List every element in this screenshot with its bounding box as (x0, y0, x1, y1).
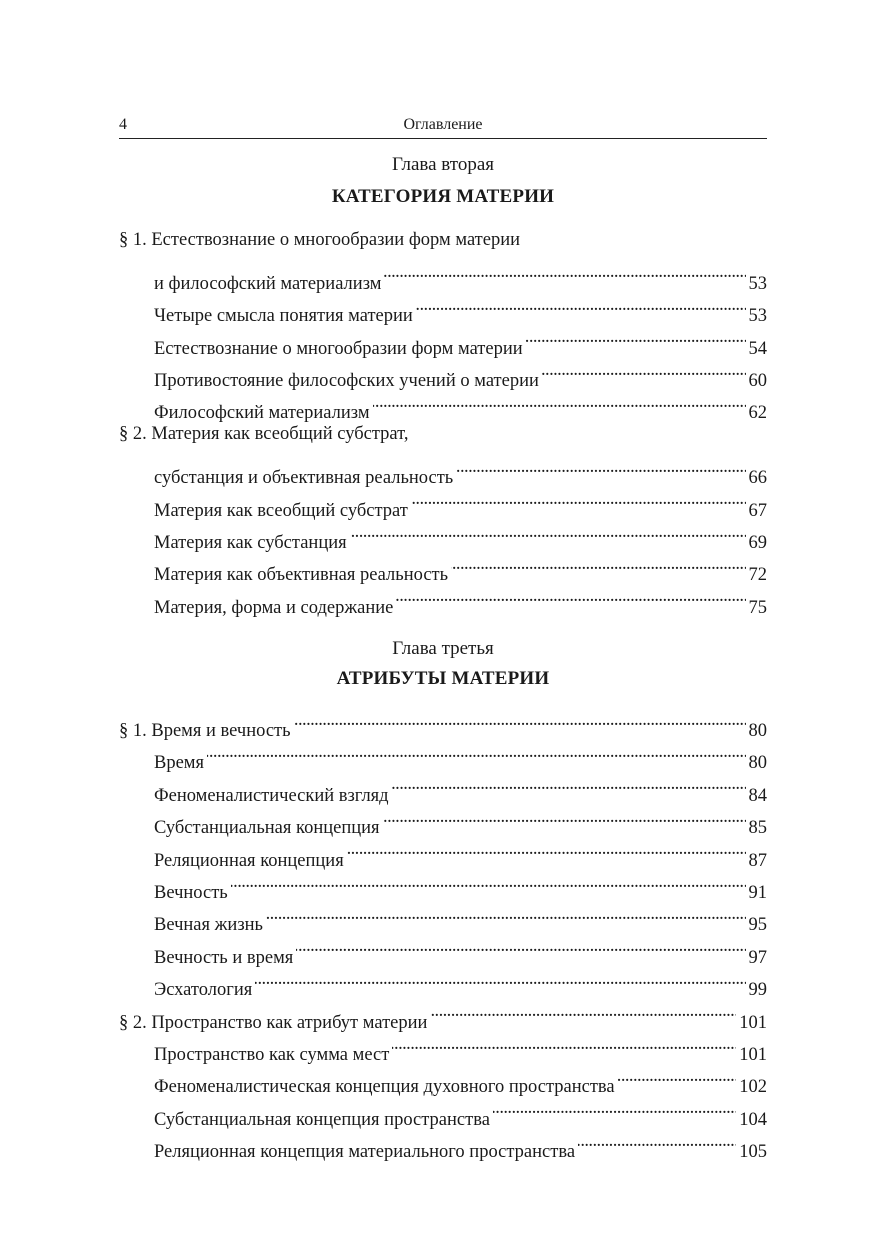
toc-entry-page: 97 (748, 947, 767, 968)
toc-entry-page: 69 (748, 532, 767, 553)
toc-entry-page: 80 (748, 753, 767, 774)
toc-entry-page: 66 (748, 468, 767, 489)
chapter-title: АТРИБУТЫ МАТЕРИИ (336, 667, 550, 689)
toc-entry-page: 91 (748, 883, 767, 904)
chapter-title: КАТЕГОРИЯ МАТЕРИИ (331, 186, 555, 207)
toc-entry-title: субстанция и объективная реальность (154, 468, 454, 489)
toc-entry-page: 67 (748, 500, 767, 521)
toc-entry-title: Время (154, 753, 205, 774)
leader-dots (347, 833, 746, 865)
toc-list (119, 224, 767, 618)
toc-list (119, 704, 767, 1163)
toc-entry-title: Субстанциальная концепция (154, 818, 380, 839)
leader-dots (416, 289, 746, 321)
leader-dots (430, 995, 736, 1027)
running-title: Оглавление (403, 116, 483, 133)
leader-dots (578, 1125, 736, 1157)
leader-dots (207, 736, 745, 768)
toc-entry[interactable] (119, 256, 767, 294)
toc-entry-title: Реляционная концепция материального пространства (154, 1142, 576, 1163)
toc-entry-title: и философский материализм (154, 273, 382, 294)
chapter-label: Глава вторая (391, 154, 495, 175)
toc-entry[interactable] (119, 736, 767, 774)
toc-entry-page: 62 (748, 403, 767, 424)
leader-dots (493, 1092, 736, 1124)
chapter-2 (119, 153, 767, 618)
toc-entry-page: 85 (748, 818, 767, 839)
leader-dots (350, 516, 746, 548)
toc-entry-title: § 1. Время и вечность (119, 721, 291, 742)
toc-entry-title: Философский материализм (154, 403, 370, 424)
leader-dots (451, 548, 745, 580)
running-head (119, 114, 767, 139)
leader-dots (373, 386, 746, 418)
toc-entry-page: 104 (739, 1109, 767, 1130)
toc-entry-page: 105 (739, 1142, 767, 1163)
toc-entry-page: 60 (748, 370, 767, 391)
toc-entry-section[interactable] (119, 418, 767, 450)
leader-dots (255, 963, 745, 995)
toc-entry-title: § 2. Пространство как атрибут материи (119, 1012, 428, 1033)
toc-entry-title: Естествознание о многообразии форм материи (154, 338, 523, 359)
toc-entry-title: Вечная жизнь (154, 915, 263, 936)
toc-entry-title: Материя, форма и содержание (154, 597, 394, 618)
leader-dots (526, 321, 746, 353)
leader-dots (392, 768, 746, 800)
toc-entry-title: Противостояние философских учений о материи (154, 370, 539, 391)
toc-entry-title: Пространство как сумма мест (154, 1044, 390, 1065)
toc-entry-section[interactable] (119, 704, 767, 742)
toc-entry-page: 95 (748, 915, 767, 936)
toc-entry-title: Феноменалистический взгляд (154, 785, 389, 806)
toc-entry-title: § 2. Материя как всеобщий субстрат, (119, 424, 409, 445)
toc-entry-section[interactable] (119, 224, 767, 256)
chapter-3 (119, 637, 767, 1163)
chapter-label: Глава третья (392, 637, 494, 659)
toc-entry-title: Материя как субстанция (154, 532, 347, 553)
toc-entry-title: Вечность и время (154, 947, 294, 968)
toc-entry-title: § 1. Естествознание о многообразии форм материи (119, 230, 521, 250)
toc-entry-page: 102 (739, 1077, 767, 1098)
leader-dots (392, 1028, 736, 1060)
toc-entry-title: Эсхатология (154, 980, 253, 1001)
toc-entry-page: 53 (748, 306, 767, 327)
leader-dots (384, 256, 745, 288)
leader-dots (383, 801, 746, 833)
page-number: 4 (119, 116, 127, 133)
toc-entry-page: 72 (748, 565, 767, 586)
toc-entry-title: Вечность (154, 883, 228, 904)
toc-entry-title: Материя как всеобщий субстрат (154, 500, 408, 521)
leader-dots (618, 1060, 737, 1092)
toc-entry-page: 101 (739, 1012, 767, 1033)
toc-entry-title: Субстанциальная концепция пространства (154, 1109, 490, 1130)
leader-dots (542, 354, 746, 386)
toc-entry-page: 53 (748, 273, 767, 294)
leader-dots (294, 704, 746, 736)
toc-page (119, 114, 767, 1163)
toc-entry-title: Материя как объективная реальность (154, 565, 449, 586)
leader-dots (266, 898, 746, 930)
leader-dots (411, 483, 746, 515)
toc-entry-page: 54 (748, 338, 767, 359)
leader-dots (296, 930, 745, 962)
leader-dots (456, 451, 745, 483)
toc-entry[interactable] (119, 768, 767, 806)
toc-entry-page: 80 (748, 721, 767, 742)
leader-dots (231, 866, 746, 898)
toc-entry-page: 75 (748, 597, 767, 618)
toc-entry-title: Реляционная концепция (154, 850, 344, 871)
toc-entry-page: 87 (748, 850, 767, 871)
leader-dots (396, 580, 745, 612)
toc-entry[interactable] (119, 451, 767, 489)
toc-entry-page: 84 (748, 785, 767, 806)
toc-entry-page: 99 (748, 980, 767, 1001)
toc-entry-title: Четыре смысла понятия материи (154, 306, 413, 327)
toc-entry-title: Феноменалистическая концепция духовного пространства (154, 1077, 615, 1098)
toc-entry-page: 101 (739, 1044, 767, 1065)
